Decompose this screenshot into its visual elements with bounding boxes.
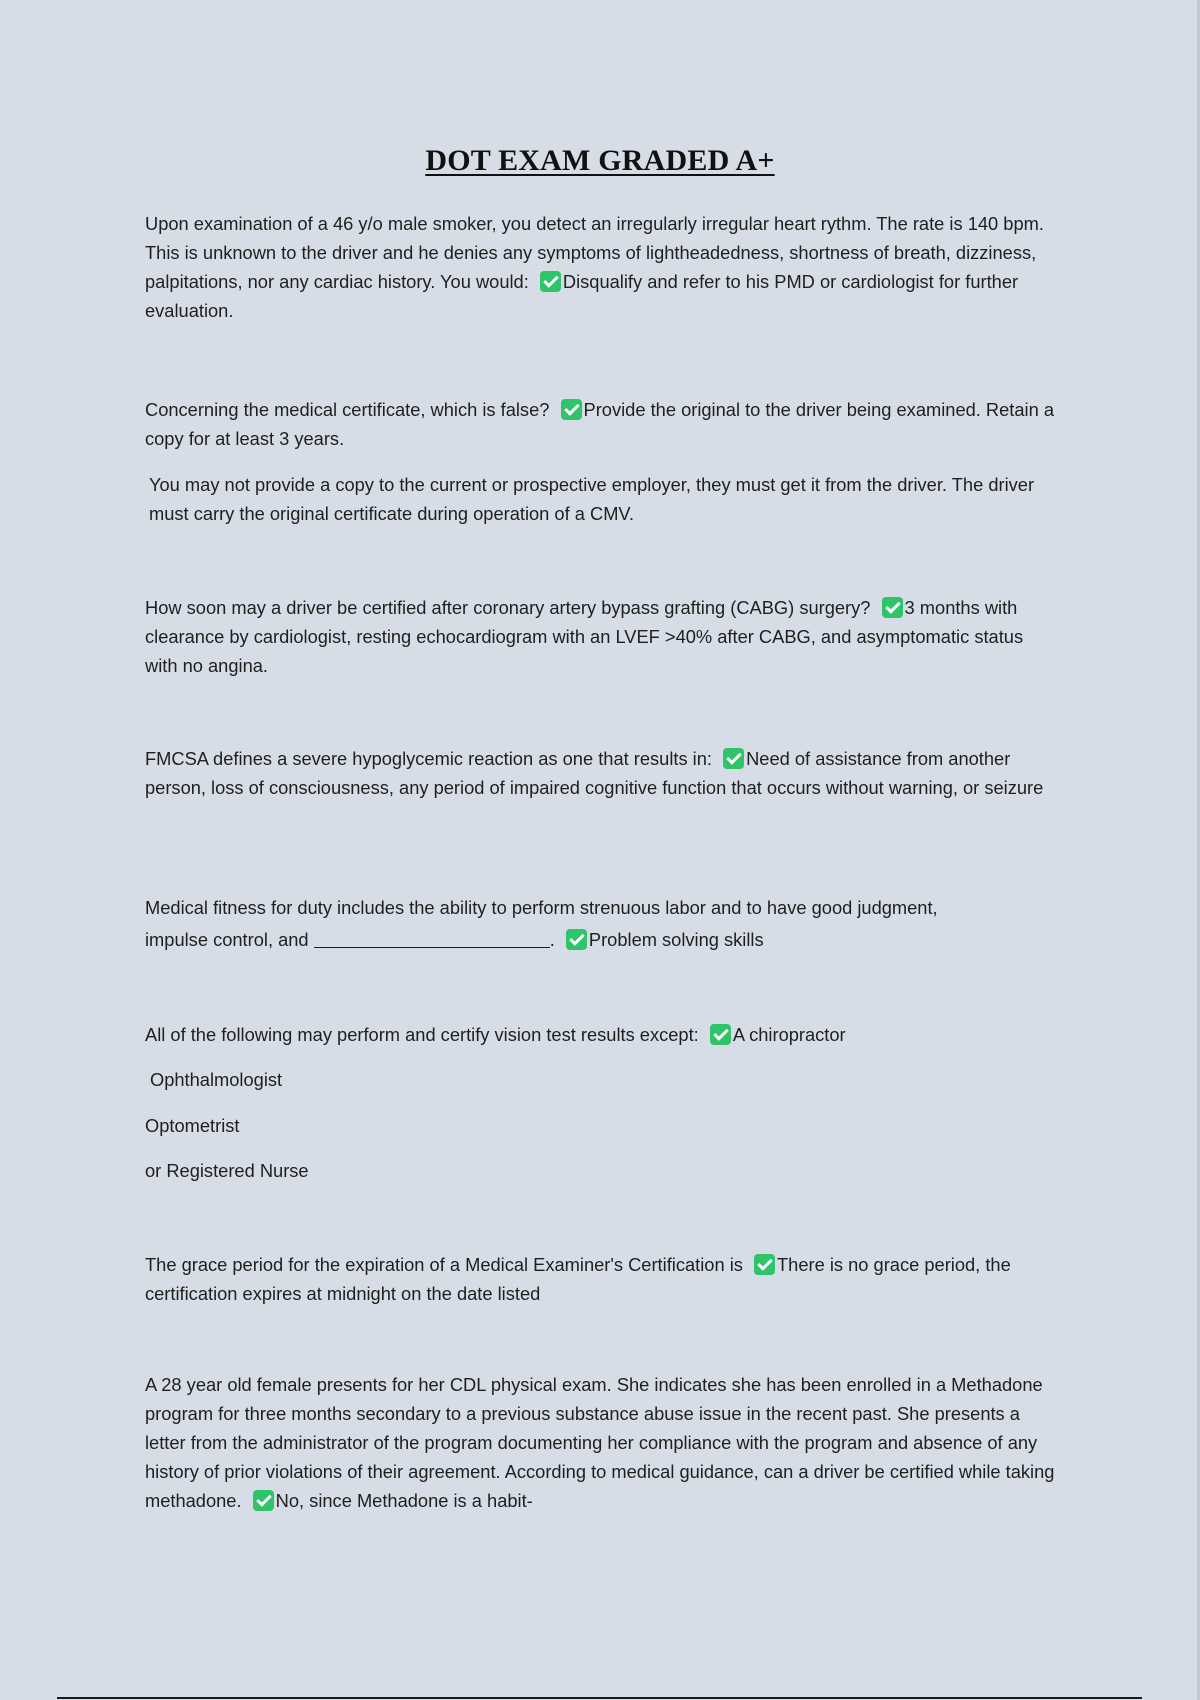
check-mark-icon bbox=[566, 929, 587, 950]
question-text: The grace period for the expiration of a Medical Examiner's Certification is bbox=[145, 1254, 743, 1275]
qa-item-3 bbox=[145, 593, 1060, 680]
qa-item-5-line-1 bbox=[145, 893, 1070, 922]
answer-text: Problem solving skills bbox=[588, 929, 764, 950]
check-mark-icon bbox=[561, 399, 582, 420]
question-text: A 28 year old female presents for her CDL physical exam. She indicates she has been enrolled in a Methadone program for three months secondary to a previous substance abuse issue in the recent past. She presents a letter from the administrator of the program documenting her compliance with the program and absence of any history of prior violations of their agreement. According to medical guidance, can a driver be certified while taking methadone. bbox=[145, 1374, 1055, 1511]
question-text: FMCSA defines a severe hypoglycemic reaction as one that results in: bbox=[145, 748, 712, 769]
answer-text: Provide the original to the driver being examined. Retain a copy for at least 3 years. bbox=[145, 399, 1055, 449]
qa-item-7 bbox=[145, 1250, 1060, 1308]
qa-item-1 bbox=[145, 209, 1060, 325]
option-item bbox=[150, 1065, 1075, 1094]
qa-item-4 bbox=[145, 744, 1060, 802]
option-text: Ophthalmologist bbox=[150, 1069, 283, 1090]
check-mark-icon bbox=[882, 597, 903, 618]
answer-text: A chiropractor bbox=[732, 1024, 846, 1045]
option-item bbox=[145, 1156, 1070, 1185]
question-text: All of the following may perform and certify vision test results except: bbox=[145, 1024, 699, 1045]
option-item bbox=[145, 1111, 1070, 1140]
answer-text: There is no grace period, the certification expires at midnight on the date listed bbox=[145, 1254, 1011, 1304]
check-mark-icon bbox=[723, 748, 744, 769]
blank-period: . bbox=[549, 929, 555, 950]
question-text: How soon may a driver be certified after coronary artery bypass grafting (CABG) surgery? bbox=[145, 597, 871, 618]
question-text: impulse control, and bbox=[145, 929, 309, 950]
qa-item-2-extra bbox=[149, 470, 1064, 528]
answer-text: No, since Methadone is a habit- bbox=[275, 1490, 533, 1511]
check-mark-icon bbox=[754, 1254, 775, 1275]
check-mark-icon bbox=[540, 271, 561, 292]
question-text: Concerning the medical certificate, which is false? bbox=[145, 399, 550, 420]
footer-divider bbox=[57, 1697, 1142, 1699]
answer-text: 3 months with clearance by cardiologist, resting echocardiogram with an LVEF >40% after CABG, and asymptomatic status with no angina. bbox=[145, 597, 1024, 676]
answer-text: Disqualify and refer to his PMD or cardiologist for further evaluation. bbox=[145, 271, 1019, 321]
check-mark-icon bbox=[710, 1024, 731, 1045]
answer-text: Need of assistance from another person, loss of consciousness, any period of impaired cognitive function that occurs without warning, or seizure bbox=[145, 748, 1044, 798]
extra-text: You may not provide a copy to the current or prospective employer, they must get it from the driver. The driver must carry the original certificate during operation of a CMV. bbox=[149, 474, 1035, 524]
question-text: Medical fitness for duty includes the ability to perform strenuous labor and to have good judgment, bbox=[145, 897, 938, 918]
question-text: Upon examination of a 46 y/o male smoker, you detect an irregularly irregular heart rythm. The rate is 140 bpm. This is unknown to the driver and he denies any symptoms of lightheadedness, shortness of breath, dizziness, palpitations, nor any cardiac history. You would: bbox=[145, 213, 1044, 292]
qa-item-6 bbox=[145, 1020, 1070, 1049]
qa-item-8 bbox=[145, 1370, 1060, 1515]
document-title-text: DOT EXAM GRADED A+ bbox=[425, 144, 775, 177]
qa-item-2 bbox=[145, 395, 1060, 453]
option-text: Optometrist bbox=[145, 1115, 240, 1136]
qa-item-5-line-2 bbox=[145, 925, 1070, 954]
document-title bbox=[0, 143, 1200, 179]
option-text: or Registered Nurse bbox=[145, 1160, 309, 1181]
fill-in-blank bbox=[314, 928, 550, 948]
check-mark-icon bbox=[253, 1490, 274, 1511]
